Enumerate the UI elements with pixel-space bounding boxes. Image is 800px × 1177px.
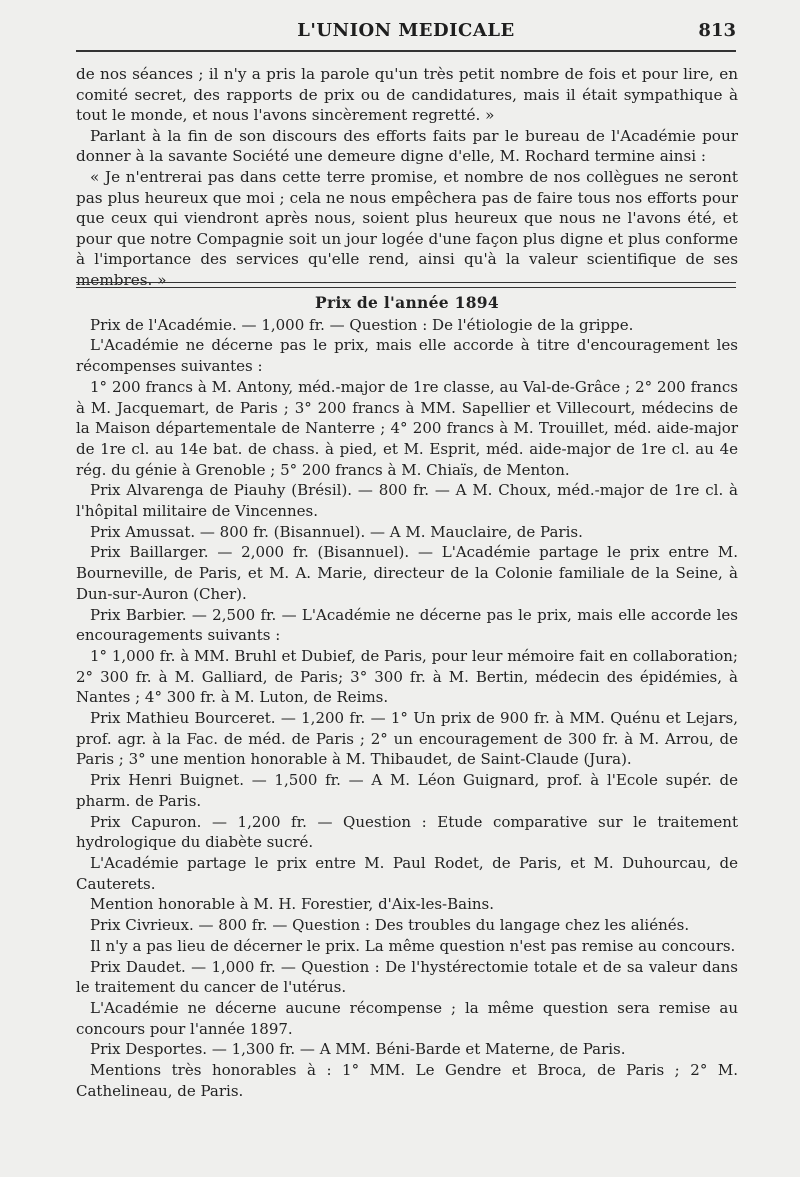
prize-paragraph: Prix Civrieux. — 800 fr. — Question : Des troubles du langage chez les aliénés. — [90, 916, 690, 935]
prize-paragraph: L'Académie partage le prix entre M. Paul Rodet, de Paris, et M. Duhourcau, de Cauterets. — [76, 853, 738, 893]
section-divider — [76, 282, 736, 288]
prize-paragraph: L'Académie ne décerne pas le prix, mais elle accorde à titre d'encouragement les récompenses suivantes : — [76, 336, 738, 376]
page-header — [76, 20, 736, 46]
prize-paragraph: Mention honorable à M. H. Forestier, d'Aix-les-Bains. — [90, 895, 495, 914]
prize-paragraph: Prix de l'Académie. — 1,000 fr. — Question : De l'étiologie de la grippe. — [90, 315, 634, 334]
prize-paragraph: L'Académie ne décerne aucune récompense ; la même question sera remise au concours pour l'année 1897. — [76, 998, 738, 1038]
prize-paragraph: Prix Alvarenga de Piauhy (Brésil). — 800 fr. — A M. Choux, méd.-major de 1re cl. à l'hôpital militaire de Vincennes. — [76, 481, 738, 521]
prize-paragraph: Prix Daudet. — 1,000 fr. — Question : De l'hystérectomie totale et de sa valeur dans le traitement du cancer de l'utérus. — [76, 957, 738, 997]
intro-paragraph: de nos séances ; il n'y a pris la parole qu'un très petit nombre de fois et pour lire, en comité secret, des rapports de prix ou de candidatures, mais il était sympathique à tout le monde, et nous l'avons sincèrement regretté. » — [76, 65, 738, 125]
prize-paragraph: Prix Baillarger. — 2,000 fr. (Bisannuel). — L'Académie partage le prix entre M. Bourneville, de Paris, et M. A. Marie, directeur de la Colonie familiale de la Seine, à Dun-sur-Auron (Cher). — [76, 543, 738, 603]
prize-paragraph: Il n'y a pas lieu de décerner le prix. La même question n'est pas remise au concours. — [90, 936, 736, 955]
prize-paragraph: Prix Henri Buignet. — 1,500 fr. — A M. Léon Guignard, prof. à l'Ecole supér. de pharm. de Paris. — [76, 771, 738, 810]
prize-paragraph: Prix Barbier. — 2,500 fr. — L'Académie ne décerne pas le prix, mais elle accorde les encouragements suivants : — [76, 605, 738, 645]
intro-quote: « Je n'entrerai pas dans cette terre promise, et nombre de nos collègues ne seront pas plus heureux que moi ; cela ne nous empêchera pas de faire tous nos efforts pour que ceux qui viendront après nous, soient plus heureux que nous ne l'avons été, et pour que notre Compagnie soit un jour logée d'une façon plus digne et plus conforme à l'importance des services qu'elle rend, ainsi qu'à la valeur scientifique de ses membres. » — [76, 167, 738, 289]
journal-title: L'UNION MEDICALE — [297, 20, 515, 41]
prize-paragraph: Mentions très honorables à : 1° MM. Le Gendre et Broca, de Paris ; 2° M. Cathelineau, de Paris. — [76, 1061, 738, 1100]
section-title: Prix de l'année 1894 — [315, 293, 499, 312]
intro-text — [76, 64, 738, 291]
header-rule — [76, 50, 736, 52]
page-number: 813 — [698, 20, 736, 41]
prize-list — [76, 293, 738, 1101]
intro-paragraph: Parlant à la fin de son discours des efforts faits par le bureau de l'Académie pour donner à la savante Société une demeure digne d'elle, M. Rochard termine ainsi : — [76, 126, 738, 166]
prize-paragraph: Prix Capuron. — 1,200 fr. — Question : Etude comparative sur le traitement hydrologique du diabète sucré. — [76, 812, 738, 852]
prize-paragraph: Prix Desportes. — 1,300 fr. — A MM. Béni-Barde et Materne, de Paris. — [90, 1040, 626, 1059]
prize-paragraph: 1° 200 francs à M. Antony, méd.-major de 1re classe, au Val-de-Grâce ; 2° 200 francs à M. Jacquemart, de Paris ; 3° 200 francs à MM. Sapellier et Villecourt, médecins de la Maison départementale de Nanterre ; 4° 200 francs à M. Trouillet, méd. aide-major de 1re cl. au 14e bat. de chass. à pied, et M. Esprit, méd. aide-major de 1re cl. au 4e rég. du génie à Grenoble ; 5° 200 francs à M. Chiaïs, de Menton. — [76, 377, 738, 479]
prize-paragraph: 1° 1,000 fr. à MM. Bruhl et Dubief, de Paris, pour leur mémoire fait en collaboration; 2° 300 fr. à M. Galliard, de Paris; 3° 300 fr. à M. Bertin, médecin des épidémies, à Nantes ; 4° 300 fr. à M. Luton, de Reims. — [76, 646, 738, 707]
prize-paragraph: Prix Mathieu Bourceret. — 1,200 fr. — 1° Un prix de 900 fr. à MM. Quénu et Lejars, prof. agr. à la Fac. de méd. de Paris ; 2° un encouragement de 300 fr. à M. Arrou, de Paris ; 3° une mention honorable à M. Thibaudet, de Saint-Claude (Jura). — [76, 709, 738, 769]
prize-paragraph: Prix Amussat. — 800 fr. (Bisannuel). — A M. Mauclaire, de Paris. — [90, 522, 583, 541]
